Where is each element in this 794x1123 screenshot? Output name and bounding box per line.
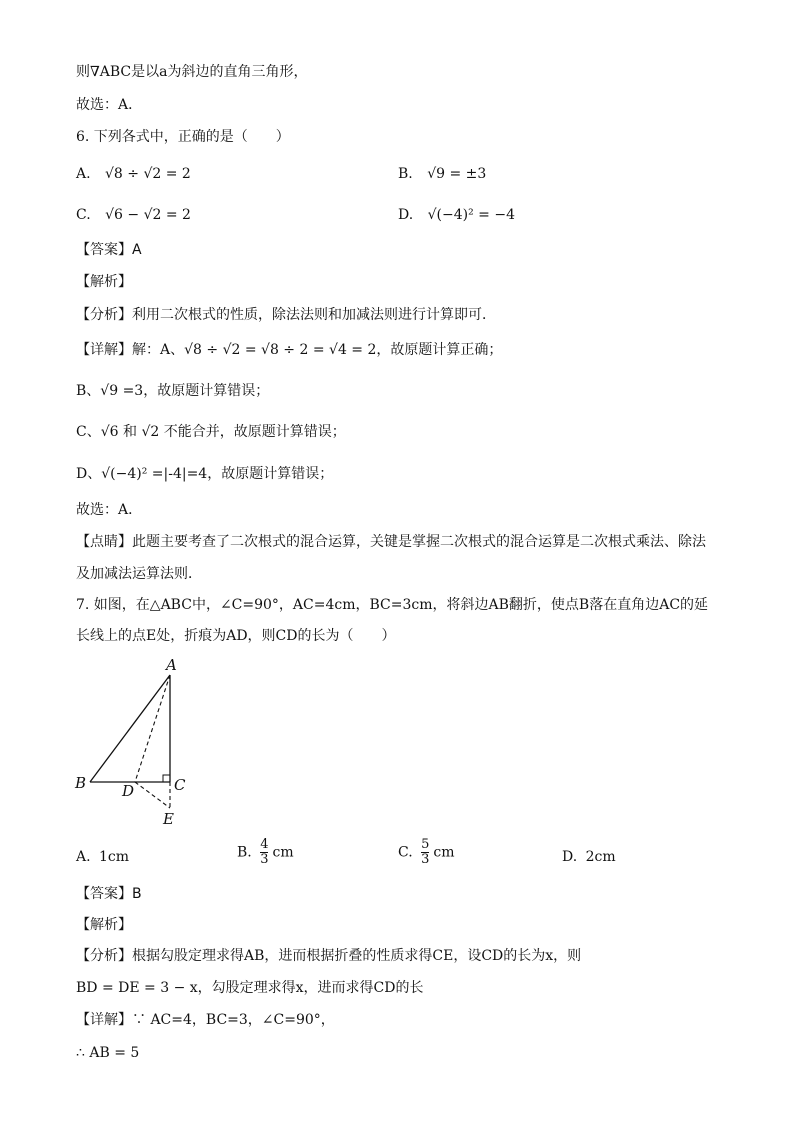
q7-option-d (562, 847, 616, 867)
q7-option-b-unit: cm (272, 844, 294, 861)
q6-option-c (76, 205, 191, 225)
q6-option-c-text: √6 − √2 = 2 (105, 207, 191, 223)
q7-option-d-label: D. (562, 849, 578, 865)
label-c: C (174, 776, 186, 794)
q6-option-d-label: D. (398, 207, 414, 223)
q7-option-c-den: 3 (421, 852, 430, 867)
q7-stem-2: 长线上的点E处，折痕为AD，则CD的长为（ ） (76, 628, 396, 644)
q7-option-c-num: 5 (421, 837, 430, 852)
q6-d: D、√(−4)² =|-4|=4，故原题计算错误； (76, 466, 334, 482)
q7-xiangjie: 【详解】∵ AC=4，BC=3，∠C=90°， (76, 1012, 335, 1028)
segment-de (135, 782, 170, 808)
q7-option-a (76, 847, 129, 867)
q6-fenxi: 【分析】利用二次根式的性质，除法法则和加减法则进行计算即可． (76, 307, 496, 323)
q6-analysis-head: 【解析】 (76, 274, 132, 290)
q6-choose: 故选：A． (76, 502, 143, 518)
q7-fenxi-1: 【分析】根据勾股定理求得AB，进而根据折叠的性质求得CE，设CD的长为x，则 (76, 948, 582, 964)
label-b: B (75, 774, 87, 792)
q6-b: B、√9 =3，故原题计算错误； (76, 383, 270, 399)
q7-option-d-text: 2cm (585, 849, 616, 865)
q6-option-c-label: C. (76, 207, 91, 223)
q7-triangle-figure (70, 650, 200, 830)
q7-result: ∴ AB = 5 (76, 1045, 140, 1061)
q7-answer: 【答案】B (76, 886, 142, 902)
segment-ab (90, 675, 170, 782)
q6-option-d-text: √(−4)² = −4 (427, 207, 516, 223)
q7-fenxi-2: BD = DE = 3 − x，勾股定理求得x，进而求得CD的长 (76, 980, 424, 996)
q7-analysis-head: 【解析】 (76, 917, 132, 933)
q6-xiangjie: 【详解】解：A、√8 ÷ √2 = √8 ÷ 2 = √4 = 2，故原题计算正确； (76, 342, 503, 358)
q7-option-c-unit: cm (433, 844, 455, 861)
label-e: E (163, 810, 174, 828)
intro-line-2: 故选：A． (76, 97, 143, 113)
q6-option-a-text: √8 ÷ √2 = 2 (105, 166, 191, 182)
q6-option-a (76, 164, 191, 184)
fold-line-ad (135, 675, 170, 782)
q6-answer: 【答案】A (76, 242, 142, 258)
q7-option-b-den: 3 (260, 852, 269, 867)
q7-option-c-label: C. (398, 844, 413, 861)
q6-dianjing-1: 【点睛】此题主要考查了二次根式的混合运算，关键是掌握二次根式的混合运算是二次根式乘法、除法 (76, 534, 706, 550)
q7-option-b (237, 838, 294, 867)
label-a: A (166, 656, 177, 674)
q7-stem-1: 7. 如图，在△ABC中，∠C=90°，AC=4cm，BC=3cm，将斜边AB翻折，使点B落在直角边AC的延 (76, 597, 709, 613)
q6-option-b (398, 164, 486, 184)
q6-c: C、√6 和 √2 不能合并，故原题计算错误； (76, 424, 346, 440)
q7-option-b-num: 4 (260, 837, 269, 852)
q6-option-a-label: A. (76, 166, 91, 182)
q7-option-a-text: 1cm (99, 849, 130, 865)
q6-option-b-label: B. (398, 166, 413, 182)
label-d: D (122, 782, 135, 800)
q7-option-c (398, 838, 455, 867)
q7-option-b-fraction (260, 838, 268, 867)
q6-option-b-text: √9 = ±3 (427, 166, 487, 182)
right-angle-mark (163, 775, 170, 782)
q6-option-d (398, 205, 515, 225)
q7-option-c-fraction (421, 838, 429, 867)
q7-option-a-label: A. (76, 849, 91, 865)
q7-option-b-label: B. (237, 844, 252, 861)
q6-dianjing-2: 及加减法运算法则． (76, 566, 202, 582)
q6-stem: 6. 下列各式中，正确的是（ ） (76, 129, 290, 145)
intro-line-1: 则∇ABC是以a为斜边的直角三角形， (76, 64, 308, 80)
